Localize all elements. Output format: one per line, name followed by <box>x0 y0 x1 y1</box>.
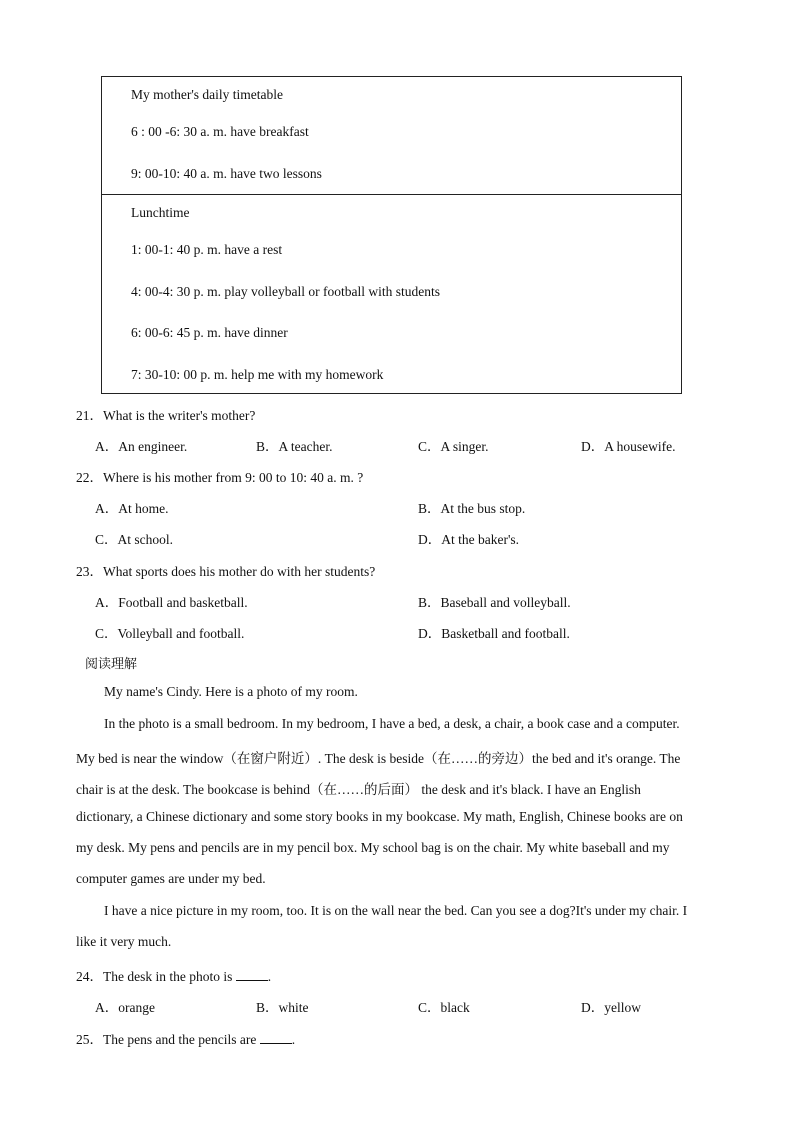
option-a: A．An engineer. <box>95 439 188 454</box>
passage-line: I have a nice picture in my room, too. It is on the wall near the bed. Can you see a dog?It's under my chair. I <box>104 903 688 918</box>
passage-line: chair is at the desk. The bookcase is behind（在……的后面） the desk and it's black. I have an English <box>76 782 641 797</box>
question-25 <box>76 1028 295 1048</box>
question-22 <box>76 466 363 486</box>
question-text: The desk in the photo is <box>103 969 236 984</box>
question-21 <box>76 404 255 424</box>
option-a: A．Football and basketball. <box>95 595 248 610</box>
option-b: B．white <box>256 1000 309 1015</box>
option-a: A．At home. <box>95 501 169 516</box>
timetable-row: 1: 00-1: 40 p. m. have a rest <box>131 242 283 257</box>
timetable-row: 6 : 00 -6: 30 a. m. have breakfast <box>131 124 309 139</box>
passage-line: like it very much. <box>76 934 172 949</box>
question-number: 22． <box>76 470 103 485</box>
passage-line: My bed is near the window（在窗户附近）. The desk is beside（在……的旁边）the bed and it's orange. The <box>76 751 681 766</box>
option-a: A．orange <box>95 1000 155 1015</box>
option-b: B．At the bus stop. <box>418 501 526 516</box>
question-text: The pens and the pencils are <box>103 1032 260 1047</box>
question-number: 24． <box>76 969 103 984</box>
timetable-title: My mother's daily timetable <box>131 87 284 102</box>
timetable-divider <box>102 194 681 195</box>
timetable-row: 9: 00-10: 40 a. m. have two lessons <box>131 166 322 181</box>
option-c: C．Volleyball and football. <box>95 626 245 641</box>
timetable-row: 7: 30-10: 00 p. m. help me with my homework <box>131 367 384 382</box>
answer-blank[interactable] <box>236 969 268 981</box>
answer-blank[interactable] <box>260 1032 292 1044</box>
option-b: B．Baseball and volleyball. <box>418 595 571 610</box>
timetable-box <box>101 76 682 394</box>
question-text: What sports does his mother do with her students? <box>103 564 376 579</box>
option-d: D．A housewife. <box>581 439 676 454</box>
question-number: 23． <box>76 564 103 579</box>
question-number: 25． <box>76 1032 103 1047</box>
timetable-row: 6: 00-6: 45 p. m. have dinner <box>131 325 288 340</box>
passage-line: dictionary, a Chinese dictionary and some story books in my bookcase. My math, English, Chinese books are on <box>76 809 683 824</box>
question-24 <box>76 965 271 985</box>
option-c: C．A singer. <box>418 439 489 454</box>
option-c: C．black <box>418 1000 470 1015</box>
question-end: . <box>291 1032 296 1047</box>
question-text: What is the writer's mother? <box>103 408 256 423</box>
section-title: 阅读理解 <box>85 657 138 672</box>
option-c: C．At school. <box>95 532 174 547</box>
option-b: B．A teacher. <box>256 439 333 454</box>
passage-line: My name's Cindy. Here is a photo of my room. <box>104 684 358 699</box>
question-number: 21． <box>76 408 103 423</box>
option-d: D．At the baker's. <box>418 532 520 547</box>
option-d: D．Basketball and football. <box>418 626 570 641</box>
passage-line: computer games are under my bed. <box>76 871 266 886</box>
passage-line: my desk. My pens and pencils are in my pencil box. My school bag is on the chair. My white baseball and my <box>76 840 670 855</box>
timetable-lunch-label: Lunchtime <box>131 205 190 220</box>
option-d: D．yellow <box>581 1000 641 1015</box>
timetable-row: 4: 00-4: 30 p. m. play volleyball or football with students <box>131 284 440 299</box>
question-text: Where is his mother from 9: 00 to 10: 40 a. m. ? <box>103 470 364 485</box>
question-23 <box>76 560 375 580</box>
passage-line: In the photo is a small bedroom. In my bedroom, I have a bed, a desk, a chair, a book case and a computer. <box>104 716 680 731</box>
question-end: . <box>267 969 272 984</box>
